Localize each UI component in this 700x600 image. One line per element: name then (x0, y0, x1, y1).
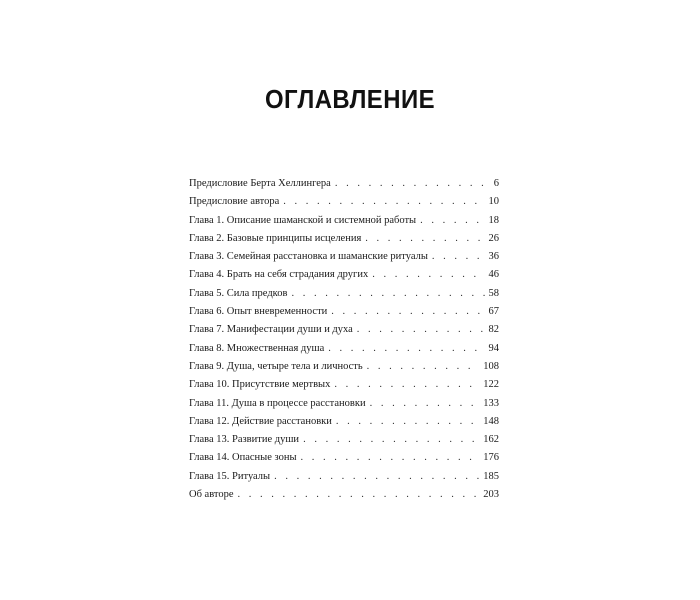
dot-leader (331, 303, 484, 321)
toc-entry-page: 162 (483, 434, 499, 446)
toc-entry (189, 340, 499, 358)
toc-entry-page: 6 (493, 178, 499, 189)
toc-entry-label: Глава 2. Базовые принципы исцеления (189, 232, 362, 244)
page-title: ОГЛАВЛЕНИЕ (264, 84, 436, 114)
toc-entry (189, 431, 499, 449)
dot-leader (238, 486, 480, 504)
dot-leader (303, 431, 479, 449)
toc-entry-page: 58 (488, 287, 499, 299)
toc-entry (189, 175, 499, 193)
toc-entry (189, 285, 499, 303)
toc-entry (189, 193, 499, 211)
toc-entry (189, 395, 499, 413)
toc-entry-page: 10 (488, 196, 499, 208)
toc-entry-label: Предисловие Берта Хеллингера (189, 178, 331, 189)
toc-entry (189, 230, 499, 248)
dot-leader (301, 449, 480, 467)
toc-entry-page: 46 (488, 269, 499, 281)
dot-leader (370, 395, 480, 413)
dot-leader (335, 175, 490, 193)
table-of-contents (189, 175, 499, 504)
toc-entry-page: 122 (483, 379, 499, 391)
dot-leader (367, 358, 480, 376)
toc-entry-label: Глава 6. Опыт вневременности (189, 306, 328, 318)
dot-leader (365, 230, 484, 248)
toc-entry (189, 468, 499, 486)
toc-entry-label: Глава 14. Опасные зоны (189, 452, 297, 464)
toc-entry-label: Глава 13. Развитие души (189, 434, 300, 446)
toc-entry-page: 18 (488, 214, 499, 226)
dot-leader (334, 376, 479, 394)
dot-leader (274, 468, 479, 486)
toc-entry-page: 203 (483, 489, 499, 501)
dot-leader (291, 285, 484, 303)
toc-entry (189, 248, 499, 266)
toc-entry-page: 36 (488, 251, 499, 263)
toc-entry-label: Глава 11. Душа в процессе расстановки (189, 397, 366, 409)
toc-entry-label: Предисловие автора (189, 196, 280, 208)
toc-entry-page: 94 (488, 342, 499, 354)
toc-entry-label: Глава 4. Брать на себя страдания других (189, 269, 369, 281)
toc-entry-page: 82 (488, 324, 499, 336)
toc-entry-label: Глава 10. Присутствие мертвых (189, 379, 331, 391)
toc-entry-label: Глава 5. Сила предков (189, 287, 288, 299)
dot-leader (283, 193, 484, 211)
toc-entry (189, 358, 499, 376)
toc-entry (189, 486, 499, 504)
dot-leader (328, 340, 484, 358)
toc-entry (189, 321, 499, 339)
dot-leader (372, 266, 484, 284)
toc-entry-label: Глава 7. Манифестации души и духа (189, 324, 353, 336)
toc-entry (189, 212, 499, 230)
toc-entry (189, 413, 499, 431)
toc-entry-page: 148 (483, 415, 499, 427)
dot-leader (432, 248, 485, 266)
toc-entry (189, 303, 499, 321)
toc-entry-label: Глава 8. Множественная душа (189, 342, 325, 354)
toc-entry-page: 133 (483, 397, 499, 409)
toc-entry (189, 376, 499, 394)
toc-entry-page: 67 (488, 306, 499, 318)
toc-entry-page: 176 (483, 452, 499, 464)
toc-entry-label: Об авторе (189, 489, 234, 501)
toc-entry-page: 108 (483, 360, 499, 372)
dot-leader (336, 413, 479, 431)
toc-entry (189, 266, 499, 284)
dot-leader (420, 212, 484, 230)
dot-leader (357, 321, 485, 339)
toc-entry (189, 449, 499, 467)
toc-entry-label: Глава 9. Душа, четыре тела и личность (189, 360, 363, 372)
toc-entry-label: Глава 12. Действие расстановки (189, 415, 332, 427)
toc-entry-page: 185 (483, 470, 499, 482)
toc-entry-label: Глава 1. Описание шаманской и системной работы (189, 214, 417, 226)
toc-entry-page: 26 (488, 232, 499, 244)
toc-entry-label: Глава 3. Семейная расстановка и шаманские ритуалы (189, 251, 428, 263)
toc-entry-label: Глава 15. Ритуалы (189, 470, 271, 482)
